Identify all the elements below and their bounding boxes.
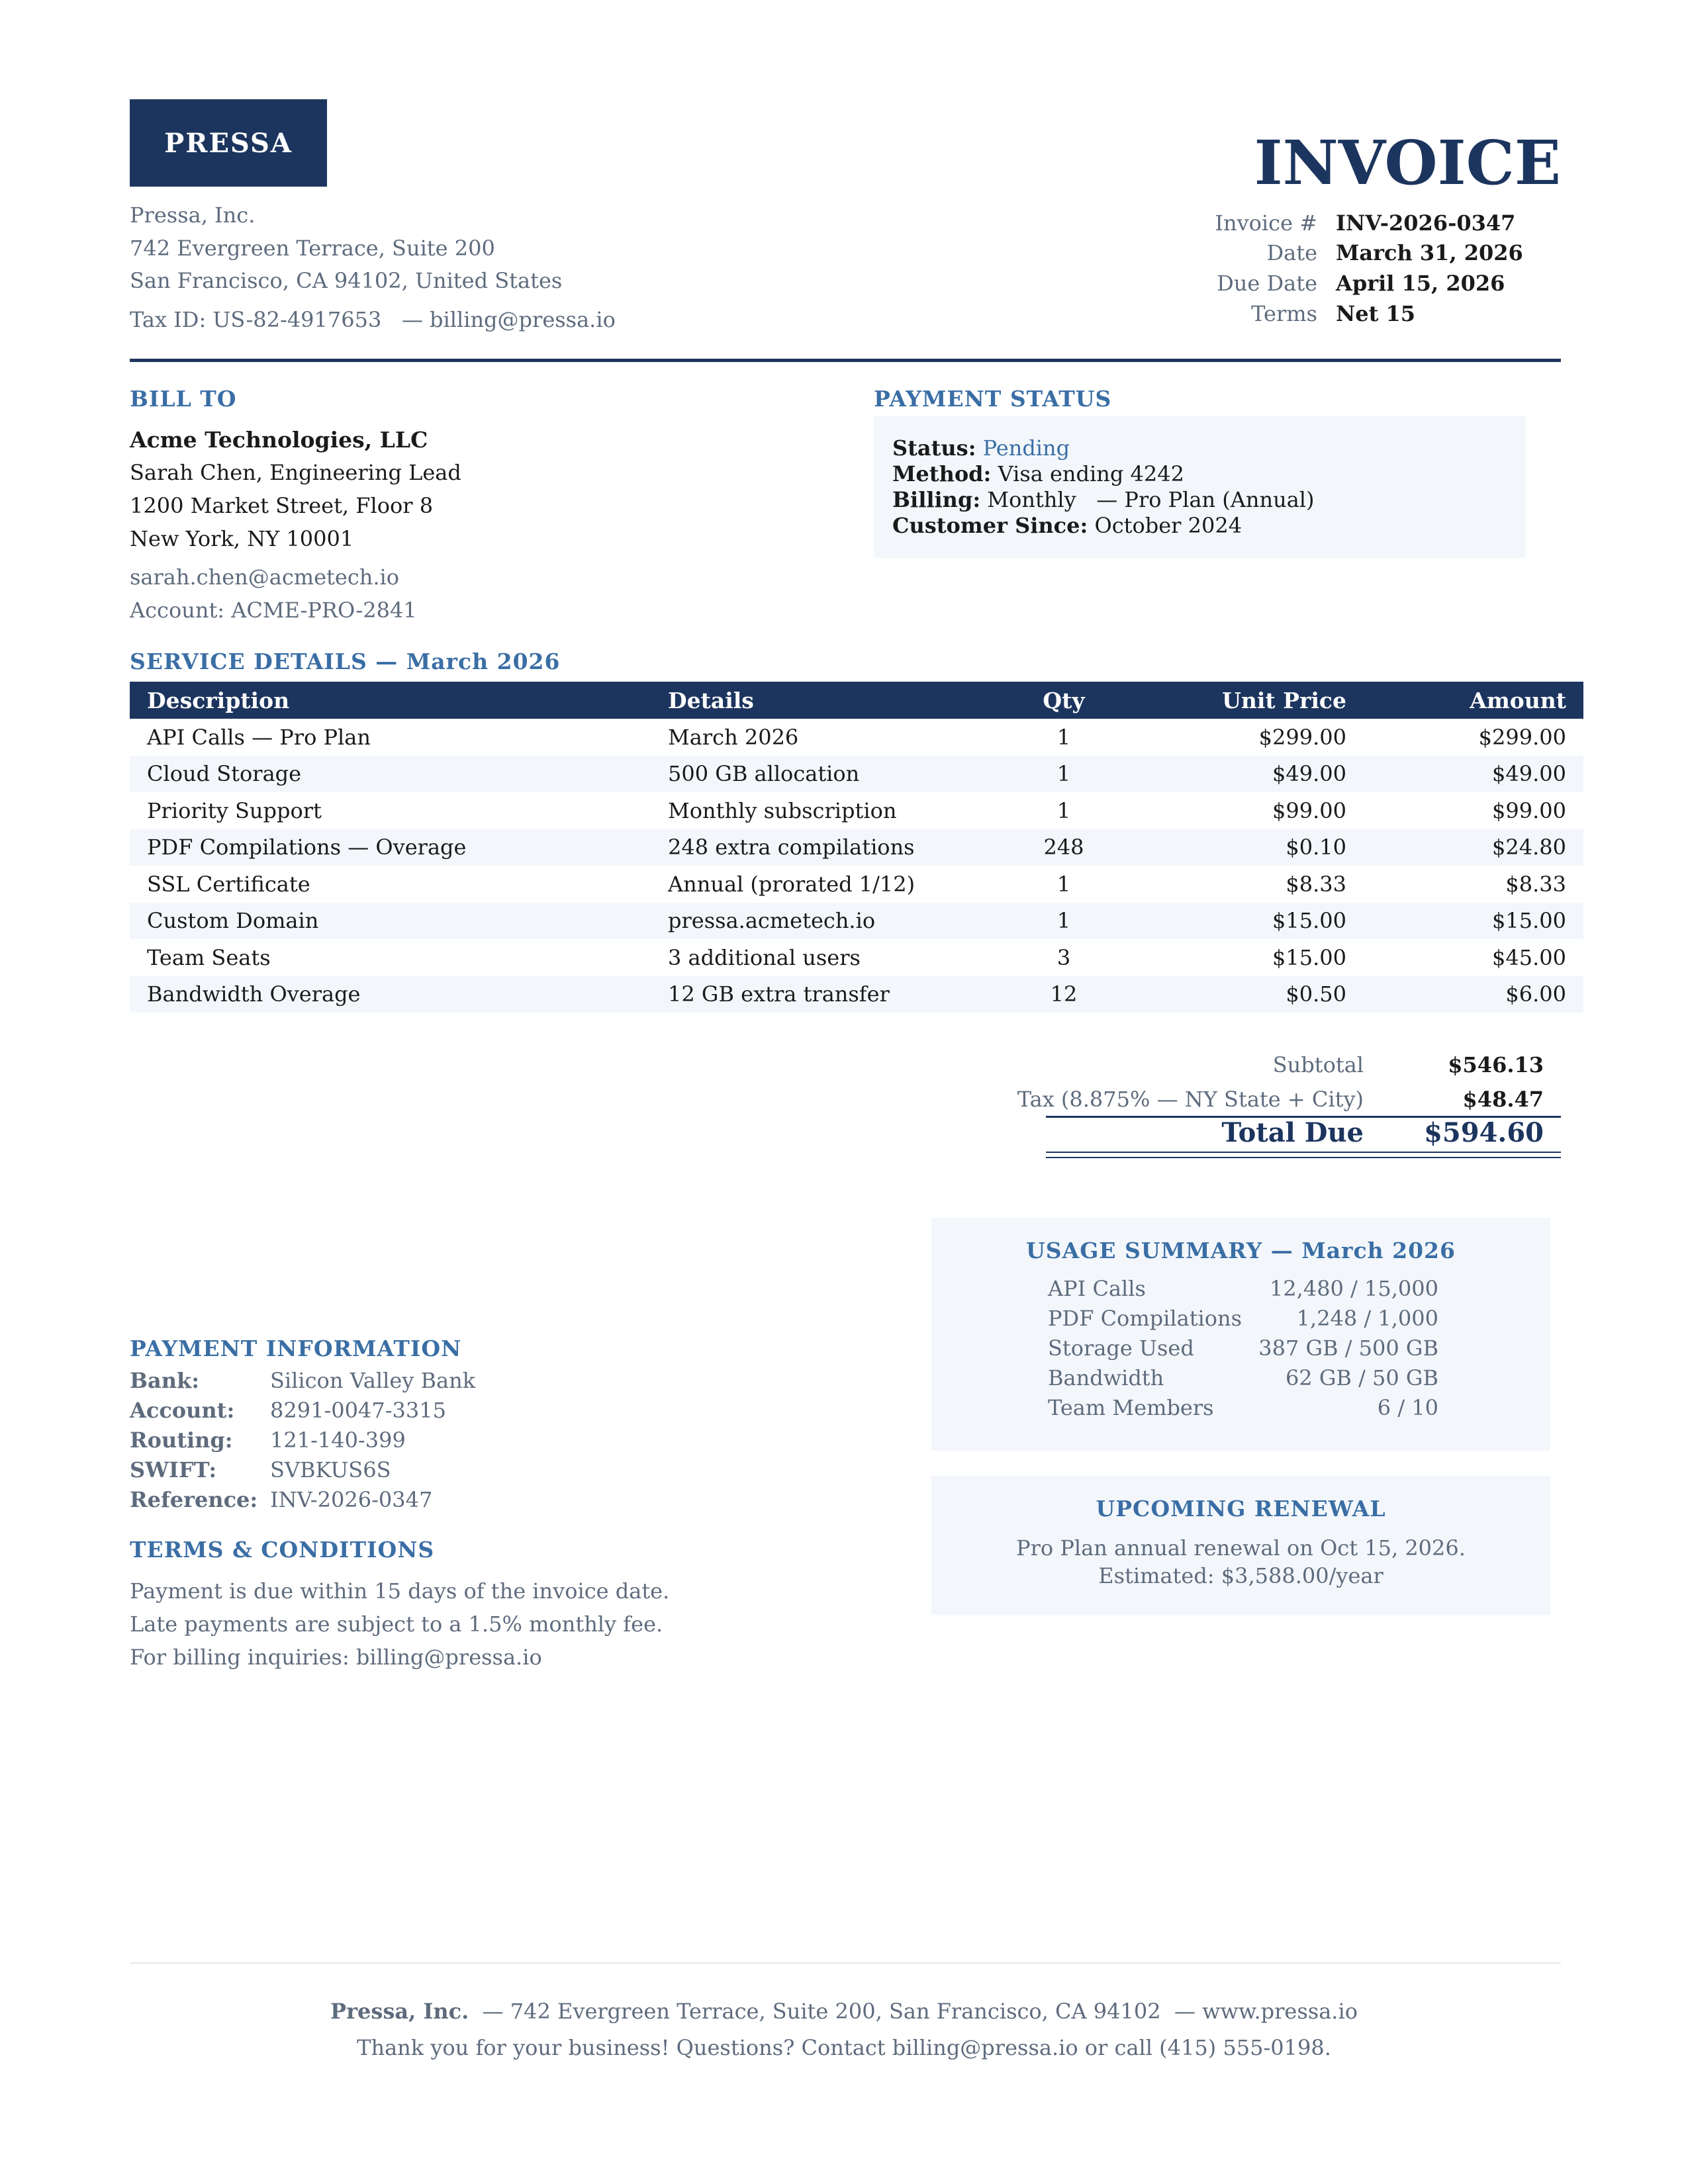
cell-details: 248 extra compilations [651,829,990,866]
usage-value: 1,248 / 1,000 [1296,1306,1438,1331]
customer-since-label: Customer Since: [892,513,1088,538]
table-row [130,719,1583,756]
account-value: 8291-0047-3315 [270,1398,446,1423]
tax-value: $48.47 [1462,1087,1544,1112]
cell-details: 12 GB extra transfer [651,976,990,1013]
total-double-rule-bottom [1046,1157,1561,1158]
cell-amount: $15.00 [1364,903,1583,940]
table-row [130,829,1583,866]
upcoming-renewal-panel [931,1476,1550,1615]
routing-label: Routing: [130,1428,233,1453]
cell-amount: $45.00 [1492,944,1566,970]
cell-details: 3 additional users [668,944,861,970]
cell-qty: 1 [1056,871,1071,897]
bill-to-title: BILL TO [130,386,237,412]
method-line [892,461,1184,486]
swift-label: SWIFT: [130,1457,217,1482]
billing-label: Billing: [892,487,981,512]
meta-label: Due Date [1217,271,1317,296]
payment-status-panel [874,416,1526,558]
reference-value: INV-2026-0347 [270,1487,433,1512]
terms-row [1165,301,1536,326]
status-label: Status: [892,435,976,461]
payment-terms: Net 15 [1336,301,1416,326]
usage-value: 62 GB / 50 GB [1285,1365,1438,1390]
terms-title: TERMS & CONDITIONS [130,1537,435,1563]
method-value: Visa ending 4242 [998,461,1184,486]
service-table [130,682,1583,1013]
usage-summary-title: USAGE SUMMARY — March 2026 [1026,1238,1456,1263]
billing-line [892,487,1315,512]
company-address-line2: San Francisco, CA 94102, United States [130,268,563,293]
payment-status-title: PAYMENT STATUS [874,386,1112,412]
table-header-row [130,682,1583,719]
client-account: Account: ACME-PRO-2841 [130,598,417,623]
meta-label: Invoice # [1215,210,1317,236]
company-name: Pressa, Inc. [130,203,256,228]
table-row [130,792,1583,829]
cell-qty: 3 [1056,944,1071,970]
footer-divider [130,1962,1561,1964]
client-address-line2: New York, NY 10001 [130,526,354,551]
table-row [130,866,1583,903]
client-contact: Sarah Chen, Engineering Lead [130,460,461,485]
footer-address: — 742 Evergreen Terrace, Suite 200, San Francisco, CA 94102 — www.pressa.io [469,1999,1358,2024]
table-row [130,756,1583,793]
cell-unit-price: $0.10 [1137,829,1364,866]
cell-qty: 248 [990,829,1137,866]
header-divider [130,359,1561,362]
terms-line1: Payment is due within 15 days of the invoice date. [130,1578,670,1604]
company-address-line1: 742 Evergreen Terrace, Suite 200 [130,236,495,261]
upcoming-renewal-title: UPCOMING RENEWAL [1096,1496,1386,1522]
usage-value: 6 / 10 [1377,1395,1438,1420]
usage-label: Storage Used [1048,1336,1194,1361]
cell-details: Monthly subscription [668,797,897,823]
invoice-number: INV-2026-0347 [1336,210,1516,236]
invoice-date-row [1165,240,1536,265]
cell-description: Bandwidth Overage [130,976,651,1013]
cell-description: SSL Certificate [147,871,310,897]
usage-value: 12,480 / 15,000 [1269,1276,1438,1301]
usage-row [1048,1395,1438,1420]
company-logo: PRESSA [130,99,327,187]
payment-info-row [130,1487,432,1512]
due-date: April 15, 2026 [1336,271,1505,296]
usage-row [1048,1365,1438,1390]
cell-details: March 2026 [668,724,799,750]
cell-unit-price: $0.50 [1137,976,1364,1013]
terms-line2: Late payments are subject to a 1.5% monthly fee. [130,1612,663,1637]
swift-value: SVBKUS6S [270,1457,391,1482]
col-header-qty: Qty [990,682,1137,719]
payment-info-row [130,1398,446,1423]
cell-description: Team Seats [147,944,271,970]
payment-info-row [130,1368,475,1393]
table-row [130,903,1583,940]
total-double-rule-top [1046,1152,1561,1153]
table-row [130,976,1583,1013]
footer-thanks: Thank you for your business! Questions? Contact billing@pressa.io or call (415) 555-0198. [357,2035,1331,2060]
subtotal-value: $546.13 [1448,1052,1544,1077]
subtotal-label: Subtotal [1272,1052,1364,1077]
usage-row [1048,1336,1438,1361]
status-badge: Pending [982,435,1070,461]
footer-company: Pressa, Inc. [330,1999,469,2024]
col-header-description: Description [130,682,651,719]
account-label: Account: [130,1398,235,1423]
col-header-amount: Amount [1364,682,1583,719]
cell-qty: 1 [990,903,1137,940]
bank-label: Bank: [130,1368,200,1393]
routing-value: 121-140-399 [270,1428,406,1453]
cell-unit-price: $49.00 [1137,756,1364,793]
client-company: Acme Technologies, LLC [130,427,428,453]
payment-info-row [130,1457,391,1482]
cell-details: Annual (prorated 1/12) [668,871,915,897]
invoice-title: INVOICE [1254,127,1561,199]
total-due-value: $594.60 [1424,1117,1544,1148]
cell-unit-price: $15.00 [1137,903,1364,940]
cell-description: Priority Support [147,797,322,823]
invoice-date: March 31, 2026 [1336,240,1523,265]
meta-label: Terms [1251,301,1317,326]
terms-line3: For billing inquiries: billing@pressa.io [130,1645,542,1670]
cell-unit-price: $8.33 [1286,871,1346,897]
usage-label: PDF Compilations [1048,1306,1243,1331]
cell-unit-price: $15.00 [1272,944,1346,970]
billing-value: Monthly — Pro Plan (Annual) [987,487,1315,512]
cell-description: Cloud Storage [130,756,651,793]
cell-amount: $299.00 [1478,724,1566,750]
renewal-line1: Pro Plan annual renewal on Oct 15, 2026. [1016,1535,1466,1561]
client-email: sarah.chen@acmetech.io [130,565,400,590]
cell-description: API Calls — Pro Plan [147,724,371,750]
cell-unit-price: $99.00 [1272,797,1346,823]
bank-value: Silicon Valley Bank [270,1368,476,1393]
cell-amount: $49.00 [1364,756,1583,793]
reference-label: Reference: [130,1487,258,1512]
method-label: Method: [892,461,992,486]
cell-description: PDF Compilations — Overage [130,829,651,866]
cell-description: Custom Domain [130,903,651,940]
cell-amount: $24.80 [1364,829,1583,866]
total-due-label: Total Due [1221,1117,1364,1148]
client-address-line1: 1200 Market Street, Floor 8 [130,493,434,518]
cell-amount: $6.00 [1364,976,1583,1013]
cell-qty: 1 [1056,724,1071,750]
table-row [130,939,1583,976]
payment-information-title: PAYMENT INFORMATION [130,1336,462,1361]
cell-qty: 1 [1056,797,1071,823]
cell-amount: $99.00 [1492,797,1566,823]
customer-since-line [892,513,1242,538]
cell-unit-price: $299.00 [1258,724,1346,750]
payment-info-row [130,1428,406,1453]
meta-label: Date [1266,240,1317,265]
invoice-number-row [1165,210,1536,236]
usage-summary-panel [931,1218,1550,1451]
cell-details: pressa.acmetech.io [651,903,990,940]
due-date-row [1165,271,1536,296]
usage-value: 387 GB / 500 GB [1258,1336,1438,1361]
col-header-unit-price: Unit Price [1137,682,1364,719]
cell-qty: 12 [990,976,1137,1013]
cell-amount: $8.33 [1505,871,1566,897]
status-line [892,435,1070,461]
footer-address-line [0,1999,1688,2024]
cell-details: 500 GB allocation [651,756,990,793]
tax-label: Tax (8.875% — NY State + City) [1017,1087,1364,1112]
service-details-title: SERVICE DETAILS — March 2026 [130,649,561,674]
customer-since-value: October 2024 [1094,513,1243,538]
col-header-details: Details [651,682,990,719]
usage-label: Bandwidth [1048,1365,1164,1390]
company-tax-id: Tax ID: US-82-4917653 — billing@pressa.io [130,307,616,332]
cell-qty: 1 [990,756,1137,793]
usage-label: Team Members [1048,1395,1214,1420]
usage-row [1048,1306,1438,1331]
renewal-line2: Estimated: $3,588.00/year [1098,1563,1383,1588]
usage-row [1048,1276,1438,1301]
usage-label: API Calls [1048,1276,1146,1301]
